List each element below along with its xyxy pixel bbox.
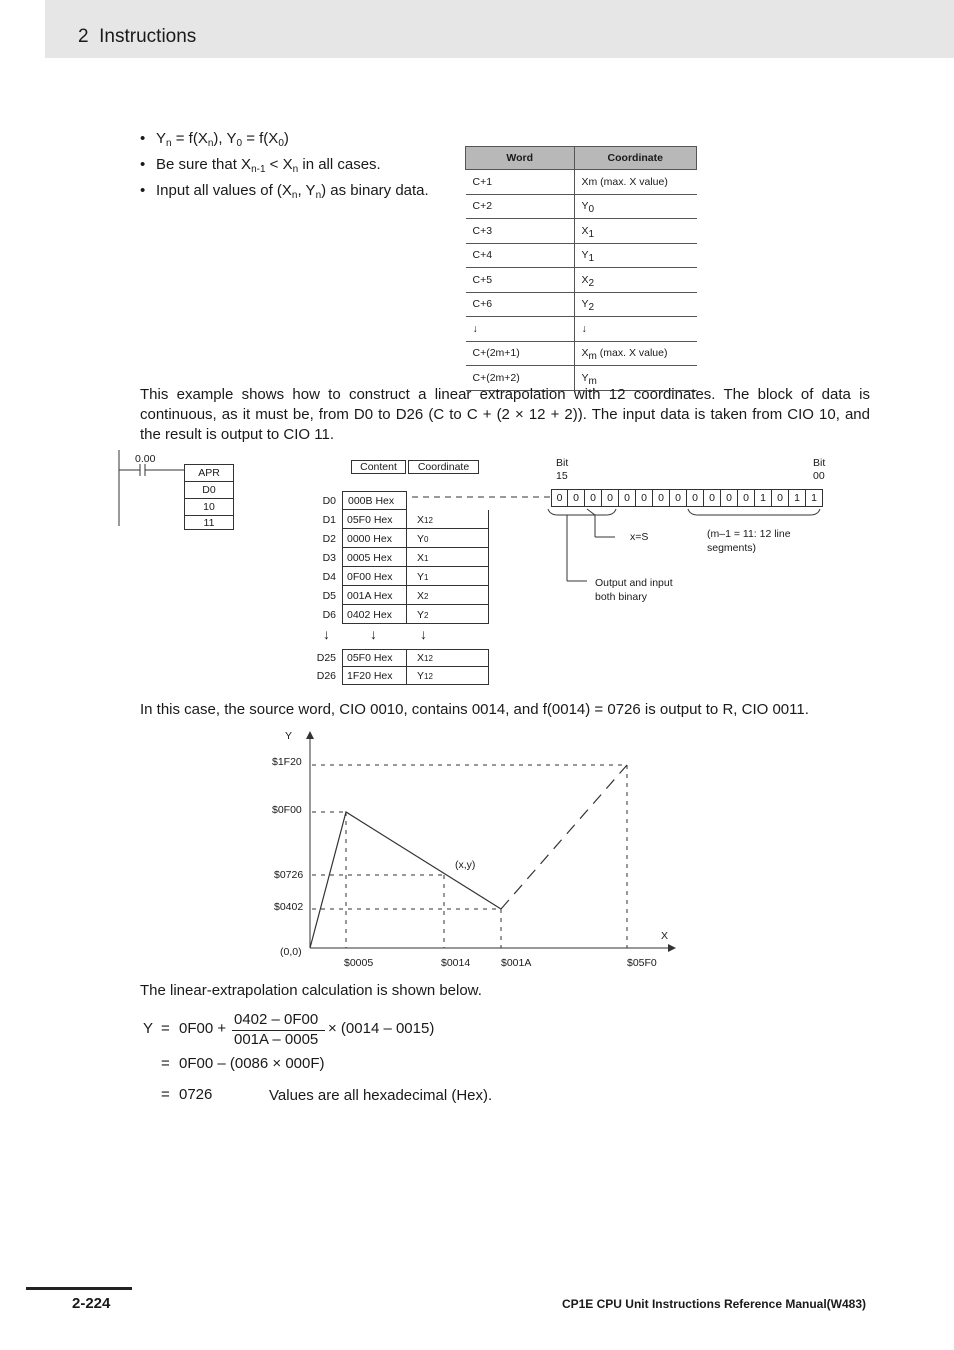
x-tick-label: $001A [501,957,532,969]
bullet-item: • Be sure that $X_{n-1} < X_n$ in all cases. [140,152,429,178]
col-header-coordinate: Coordinate [574,147,697,170]
bit-cell: 1 [806,489,823,507]
formula-line3: 0726 [179,1086,213,1103]
formula-equals: = [161,1020,170,1037]
dashed-segment [501,765,627,909]
bit-cell: 0 [602,489,619,507]
manual-title: CP1E CPU Unit Instructions Reference Manual(W483) [561,1297,866,1311]
formula-denominator: 001A – 0005 [234,1031,319,1048]
formula-lhs: Y [143,1020,154,1037]
bit-cell: 0 [636,489,653,507]
x-tick-label: $05F0 [627,957,657,969]
coordinate-table [465,146,697,391]
content-header: Content [351,460,406,474]
page-number: 2-224 [72,1295,111,1312]
formula-note: Values are all hexadecimal (Hex). [269,1087,493,1104]
bit-cell: 1 [755,489,772,507]
arrow-down-icon: ↓ [370,626,377,642]
y-tick-label: $0F00 [272,804,302,816]
apr-instruction-block [184,464,234,530]
calc-intro: The linear-extrapolation calculation is shown below. [140,982,482,999]
section-name: Instructions [99,26,197,47]
formula-times: × (0014 – 0015) [328,1020,435,1037]
data-block-tail [300,649,490,685]
y-axis-label: Y [285,730,293,742]
bit15-label: Bit 15 [556,457,569,482]
bit-cell: 0 [585,489,602,507]
bit-cell: 0 [687,489,704,507]
case-paragraph: In this case, the source word, CIO 0010, contains 0014, and f(0014) = 0726 is output to R, CIO 0011. [140,701,809,718]
table-row: C+(2m+2) Ym [466,366,697,391]
extrapolation-graph [260,725,680,975]
bullet-item: • Input all values of ($X_n$, $Y_n$) as binary data. [140,178,429,204]
y-tick-label: $1F20 [272,756,302,768]
bit-cell: 0 [619,489,636,507]
col-header-word: Word [466,147,575,170]
table-row: C+2 Y0 [466,194,697,219]
data-row: D5 001A Hex X2 [300,586,490,605]
arrow-down-icon: ↓ [420,626,427,642]
bit-cell: 1 [789,489,806,507]
table-row: ↓ ↓ [466,317,697,342]
operand: D0 [185,482,233,499]
bit-cell: 0 [653,489,670,507]
data-row: D0 000B Hex [300,491,490,510]
table-row: C+4 Y1 [466,243,697,268]
arrow-down-icon: ↓ [323,626,330,642]
bit-cell: 0 [551,489,568,507]
data-row: D4 0F00 Hex Y1 [300,567,490,586]
bit-cell: 0 [568,489,585,507]
footer-rule [26,1287,132,1290]
example-paragraph: This example shows how to construct a linear extrapolation with 12 coordinates. The block of data is continuous, as it must be, from D0 to D26 (C to C + (2 × 12 + 2)). The input data is taken from CIO 10, and the result is output to CIO 11. [140,386,870,443]
formula-equals: = [161,1086,170,1103]
data-row: D1 05F0 Hex X12 [300,510,490,529]
contact-address: 0.00 [135,453,156,465]
data-row: D3 0005 Hex X1 [300,548,490,567]
table-row: C+6 Y2 [466,292,697,317]
y-tick-label: $0726 [274,869,304,881]
x-tick-label: $0014 [441,957,471,969]
table-row: C+(2m+1) Xm (max. X value) [466,341,697,366]
formula-line2: 0F00 – (0086 × 000F) [179,1055,325,1072]
instr-name: APR [185,465,233,482]
formula-start: 0F00 + [179,1020,227,1037]
formula-numerator: 0402 – 0F00 [234,1011,319,1028]
binary-label: Output and input both binary [595,577,673,603]
data-row: D26 1F20 Hex Y12 [300,667,490,685]
formula-equals: = [161,1055,170,1072]
data-row: D2 0000 Hex Y0 [300,529,490,548]
segments-label: (m–1 = 11: 12 line segments) [707,528,791,554]
coordinate-header: Coordinate [408,460,479,474]
bit-cell: 0 [772,489,789,507]
x-tick-label: $0005 [344,957,374,969]
bullet-item: • $Y_n = f(X_n)$, $Y_0 = f(X_0)$ [140,126,429,152]
xs-label: x=S [630,531,649,543]
bit-cell: 0 [721,489,738,507]
bit-cell: 0 [670,489,687,507]
bullet-list [140,126,429,204]
point-label: (x,y) [455,859,476,871]
data-row: D6 0402 Hex Y2 [300,605,490,624]
origin-label: (0,0) [280,946,302,958]
table-row: C+5 X2 [466,268,697,293]
operand: 11 [203,517,215,529]
table-row: C+3 X1 [466,219,697,244]
bit00-label: Bit 00 [813,457,826,482]
table-row: C+1 Xm (max. X value) [466,170,697,195]
section-number: 2 [78,26,89,47]
y-tick-label: $0402 [274,901,304,913]
bit-cell: 0 [738,489,755,507]
data-row: D25 05F0 Hex X12 [300,649,490,667]
operand: 10 [185,499,233,516]
section-title [78,26,196,48]
x-axis-label: X [661,930,669,942]
line-segment [310,812,501,948]
bit-cell: 0 [704,489,721,507]
